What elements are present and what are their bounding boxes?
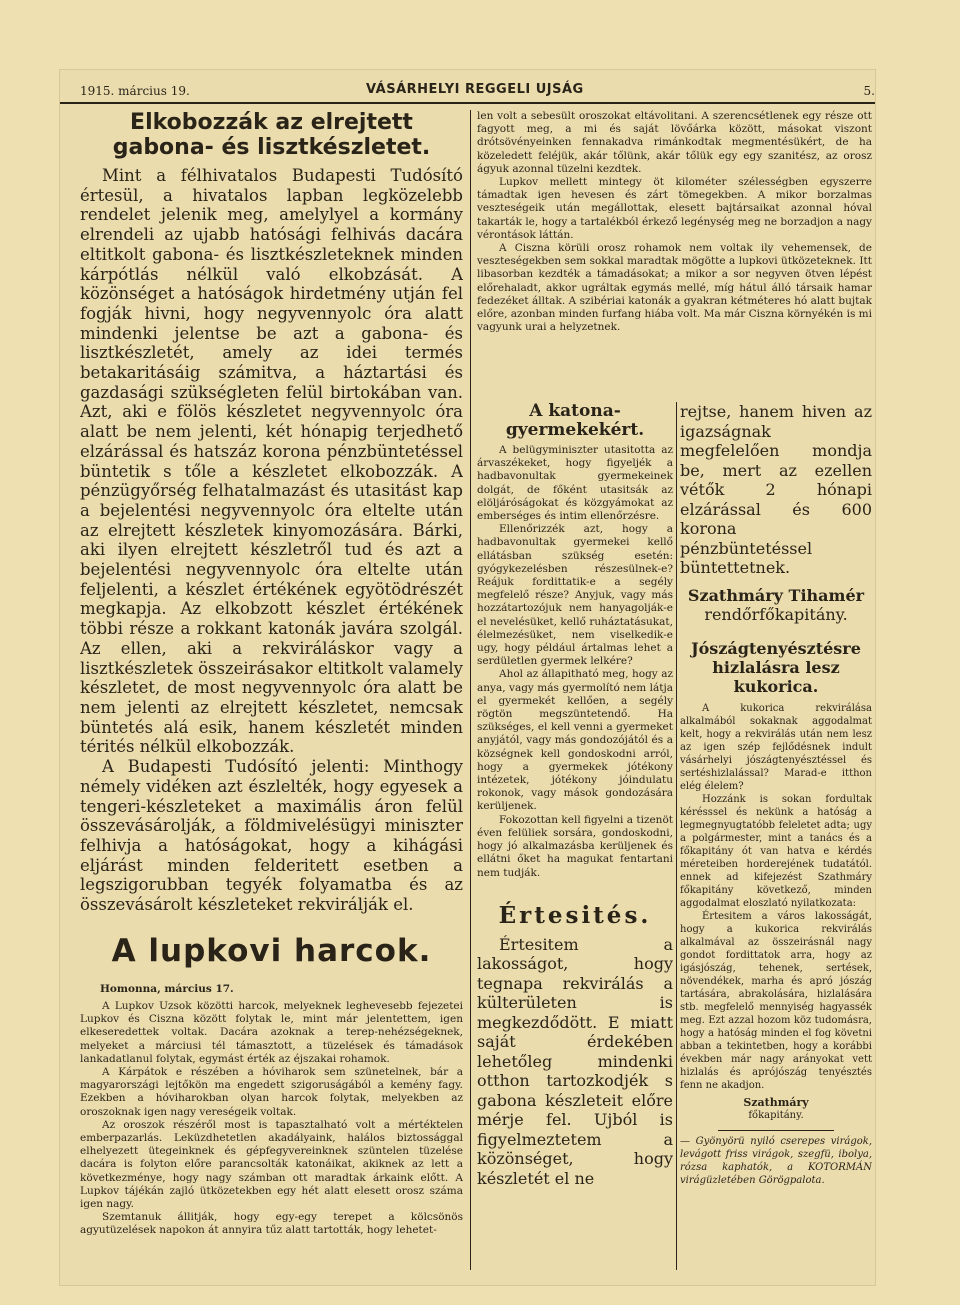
article-title-gabona: Elkobozzák az elrejtett gabona- és lisztkészletet.	[112, 110, 431, 160]
article-katona-body-1: A belügyminiszter utasitotta az árvaszékeket, hogy figyeljék a hadbavonultak gyermekeinek dolgát, de főként utasitsák az elöljáróságokat és közgyámokat az emberséges és intim ellenőrzésre.	[477, 444, 673, 523]
article-lupkovi-body-3: Az oroszok részéről most is tapasztalható volt a mértéktelen emberpazarlás. Leküzdhetetlen akadályaink, halálos biztossággal elhelyezett ütegeinknek és gépfegyvereinknek szüntelen tüzelése dacára is folyton előre parancsolták katonáikat, akiknek az lett a következménye, hogy nagy számban ott maradtak árkaink előtt. A Lupkov tájékán zajló ütközetekben egy hét alatt elesett orosz száma igen nagy.	[80, 1118, 463, 1210]
article-lupkovi-dateline: Homonna, március 17.	[100, 982, 234, 995]
article-lupkovi-body-4: Szemtanuk állitják, hogy egy-egy terepet a kölcsönös agyutüzelések napokon át annyira tűz alatt tartották, hogy lehetet-	[80, 1211, 463, 1237]
article-title-katona: A katona-gyermekekért.	[505, 402, 645, 440]
article-lupkovi-body-7: A Ciszna körüli orosz rohamok nem voltak ily vehemensek, de veszteségekben sem sokkal maradtak mögötte a lupkovi ütközeteknek. Itt libasorban kezdték a támadásokat; a mikor a sor negyven ötven lépést előrehaladt, akkor ugráltak egymás mellé, míg hátul álló társaik hamar fedezéket álltak. A szibériai katonák a gyakran kétméteres hó alatt bujtak előre, azonban minden furfang hiába volt. Ma már Ciszna környékén is mi vagyunk urai a helyzetnek.	[477, 242, 872, 334]
article-lupkovi-body-2: A Kárpátok e részében a hóviharok sem szünetelnek, bár a magyarországi lejtőkön ma engedett szigoruságából a kemény fagy. Ezekben a hóviharokban olyan harcok folytak, melyekben az oroszoknak igen nagy vereségeik voltak.	[80, 1065, 463, 1118]
article-title-joszag: Jószágtenyésztésre hizlalásra lesz kukorica.	[691, 638, 861, 696]
article-katona-body-2: Ellenőrizzék azt, hogy a hadbavonultak gyermekei kellő ellátásban szükség esetén: gyógykezelésben részesülnek-e? Reájuk fordittatik-e a segély megfelelő része? Anyjuk, vagy más hozzátartozójuk nem hanyagolják-e el nevelésüket, kellő ruháztatásukat, élelmezésüket, nem viselkedik-e ugy, hogy például ártalmas lehet a serdületlen gyermek lelkére?	[477, 523, 673, 668]
newspaper-page	[60, 70, 875, 1285]
page-number: 5.	[863, 84, 875, 98]
column-right-b	[680, 402, 872, 1187]
article-lupkovi-body-1: A Lupkov Uzsok közötti harcok, melyeknek leghevesebb fejezetei Lupkov és Ciszna között folytak le, mint már jelentettem, igen elkeseredettek voltak. Dacára azoknak a terep-nehézségeknek, melyeket a márciusi tél támasztott, a tüzelések és támadások lankadatlanul folytak, egymást érték az éjszakai rohamok.	[80, 999, 463, 1065]
joszag-signature: Szathmáry	[743, 1095, 809, 1109]
ad-divider	[718, 1130, 833, 1131]
column-divider-inner	[676, 402, 677, 1270]
joszag-signature-title: főkapitány.	[748, 1109, 804, 1121]
article-katona-body-4: Fokozottan kell figyelni a tizenöt éven felüliek sorsára, gondoskodni, hogy jó alkalmazásba kerüljenek és ellátni őket ha magukat fentartani nem tudják.	[477, 813, 673, 879]
article-katona-body-3: Ahol az állapitható meg, hogy az anya, vagy más gyermolító nem látja el gyermekét kellően, a segély rögtön megszüntetendő. Ha szükséges, el kell venni a gyermeket anyjától, vagy más gondozójától és a községnek kell gondoskodni arról, hogy a gyermekek jótékony intézetek, jótékony jóindulatu rokonok, vagy mások gondozására kerüljenek.	[477, 668, 673, 813]
article-joszag-body-2: Hozzánk is sokan fordultak kérésssel és nekünk a hatóság a legmegnyugtatóbb feleletet adta; ugy a polgármester, mint a tanács és a főkapitány ót van hatva e kérdés méreteiben horderejének tudatától. ennek ad kifejezést Szathmáry főkapitány következő, minden aggodalmat eloszlató nyilatkozata:	[680, 793, 872, 909]
article-title-ertesites: Értesités.	[498, 901, 652, 929]
column-left	[80, 110, 463, 1238]
article-ertesites-body-2: rejtse, hanem hiven az igazságnak megfelelően mondja be, mert az ezellen vétők 2 hónapi elzárással és 600 korona pénzbüntetéssel büntettetnek.	[680, 402, 872, 577]
article-lupkovi-body-6: Lupkov mellett mintegy öt kilométer szélességben egyszerre támadtak igen hevesen és zárt tömegekben. A mikor borzalmas veszteségeik után megállottak, elesett bajtársaikat azonnal hóval takarták le, hogy a tartalékból érkező legénység meg ne borzadjon a nagy vérontások láttán.	[477, 176, 872, 241]
issue-date: 1915. március 19.	[80, 84, 190, 98]
article-lupkovi-body-5: len volt a sebesült oroszokat eltávolitani. A szerencsétlenek egy része ott fagyott meg, a mi és saját lövőárka között, másokat viszont drótsövényeinken fennakadva rimánkodtak megmentésükért, de ha közeledett feléjük, akár tőlünk, akár tőlük egy egy szanitész, az orosz ágyuk azonnal tüzelni kezdtek.	[477, 110, 872, 175]
article-gabona-body-1: Mint a félhivatalos Budapesti Tudósító értesül, a hivatalos lapban legközelebb rendelet jelenik meg, amelylyel a kormány elrendeli az ujabb hatósági felhivás dacára eltitkolt gabona- és lisztkészleteknek minden kárpótlás nélkül való elkobzását. A közönséget a hatóságok hirdetmény utján fel fogják hivni, hogy negyvennyolc óra alatt mindenki jelentse be azt a gabona- és lisztkészletét, amely az idei termés betakaritásáig számitva, a háztartási és gazdasági szükségleten felül birtokában van. Azt, aki e fölös készletet negyvennyolc óra alatt be nem jelenti, két hónapig terjedhető elzárással és hatszáz korona pénzbüntetéssel büntetik s tőle a készletet elkobozzák. A pénzügyőrség felhatalmazást és utasitást kap a bejelentési negyvennyolc óra eltelte után az elrejtett készletek kinyomozására. Bárki, aki ilyen elrejtett készletről tud és azt a bejelentési negyvennyolc óra eltelte után feljelenti, a készlet értékének egyötödrészét megkapja. Az elkobzott készlet értékének többi része a rokkant katonák javára szolgál. Az ellen, aki a rekviráláskor vagy a lisztkészletek összeirásakor eltitkolt valamely készletet, de most negyvennyolc óra alatt be nem jelenti az elrejtett készletet, nemcsak büntetés alá esik, hanem készletét minden térités nélkül elkobozzák.	[80, 166, 463, 757]
article-title-lupkovi: A lupkovi harcok.	[111, 932, 432, 969]
article-joszag-body-1: A kukorica rekvirálása alkalmából sokaknak aggodalmat kelt, hogy a rekvirálás után nem lesz az igen szép fejlődésnek indult vásárhelyi jószágtenyésztéssel és sertéshizlalással? Marad-e itthon elég élelem?	[680, 702, 872, 792]
column-right	[477, 110, 872, 1270]
ad-viragok: — Gyönyörü nyiló cserepes virágok, levágott friss virágok, szegfü, ibolya, rózsa kaphatók, a KOTORMÁN virágüzletében Görögpalota.	[680, 1135, 872, 1186]
ertesites-signature: Szathmáry Tihamér	[687, 585, 865, 605]
article-ertesites-body-1: Értesitem a lakosságot, hogy tegnapa rekvirálás a külterületen is megkezdődött. E miatt saját érdekében lehetőleg mindenki otthon tartozkodjék s gabona készleteit előre mérje fel. Ujból is figyelmeztetem a közönséget, hogy készletét el ne	[477, 934, 673, 1188]
article-gabona-body-2: A Budapesti Tudósító jelenti: Minthogy némely vidéken azt észlelték, hogy egyesek a tengeri-készleteket a maximális áron felül összevásárolják, a földmivelésügyi miniszter felhivja a hatóságokat, hogy a kihágási eljárást minden felderitett esetben a legszigorubban tegyék folyamatba és az összevásárolt készleteket rekvirálják el.	[80, 757, 463, 915]
column-right-a	[477, 402, 673, 1188]
column-divider	[470, 110, 471, 1270]
newspaper-title: VÁSÁRHELYI REGGELI UJSÁG	[366, 82, 584, 97]
ertesites-signature-title: rendőrfőkapitány.	[704, 605, 848, 624]
page-header	[60, 80, 875, 104]
article-joszag-body-3: Értesitem a város lakosságát, hogy a kukorica rekvirálás alkalmával az összeirásnál nagy gondot fordittatok arra, hogy az igásjószág, tehenek, sertések, növendékek, marha és apró jószág tartására, abrakolására, hizlalására stb. megfelelő mennyiség hagyassék meg. Ezt azzal hozom köz tudomásra, hogy a hatóság minden el fog követni abban a tekintetben, hogy a korábbi években már nagy arányokat vett hizlalás és aprójószág tenyésztés fenn ne akadjon.	[680, 910, 872, 1091]
